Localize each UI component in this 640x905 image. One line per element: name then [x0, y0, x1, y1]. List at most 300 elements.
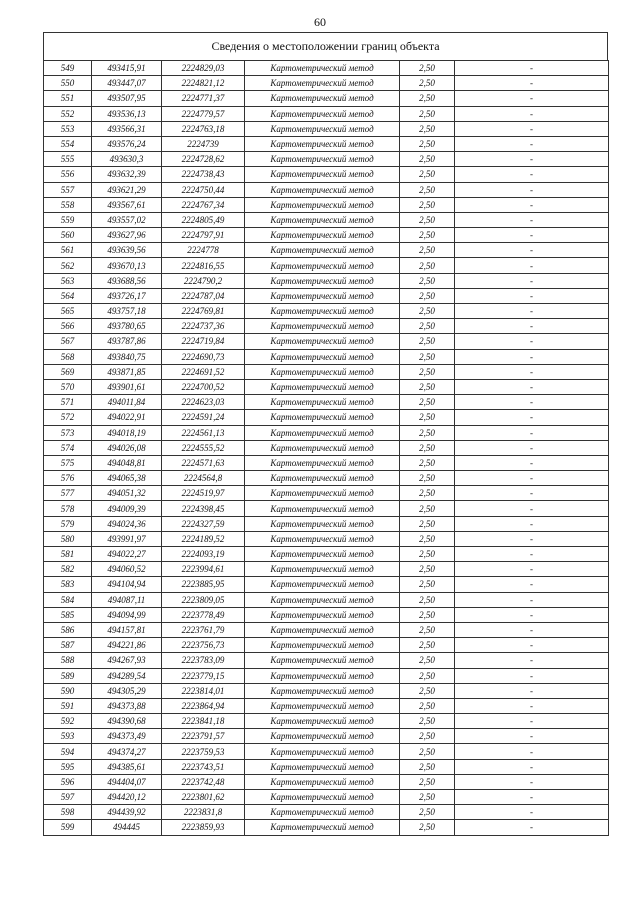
x-coordinate-cell: 494385,61 [92, 759, 162, 774]
precision-cell: 2,50 [400, 562, 455, 577]
y-coordinate-cell: 2224763,18 [162, 121, 245, 136]
description-cell: - [455, 759, 609, 774]
y-coordinate-cell: 2223864,94 [162, 698, 245, 713]
table-row [44, 653, 609, 668]
description-cell: - [455, 516, 609, 531]
description-cell: - [455, 790, 609, 805]
point-number-cell: 599 [44, 820, 92, 835]
table-row [44, 805, 609, 820]
precision-cell: 2,50 [400, 440, 455, 455]
point-number-cell: 554 [44, 136, 92, 151]
method-cell: Картометрический метод [245, 425, 400, 440]
x-coordinate-cell: 493901,61 [92, 379, 162, 394]
x-coordinate-cell: 493670,13 [92, 258, 162, 273]
table-row [44, 136, 609, 151]
description-cell: - [455, 228, 609, 243]
y-coordinate-cell: 2224398,45 [162, 501, 245, 516]
x-coordinate-cell: 494022,27 [92, 547, 162, 562]
precision-cell: 2,50 [400, 714, 455, 729]
x-coordinate-cell: 494420,12 [92, 790, 162, 805]
x-coordinate-cell: 494390,68 [92, 714, 162, 729]
y-coordinate-cell: 2224737,36 [162, 319, 245, 334]
precision-cell: 2,50 [400, 364, 455, 379]
table-row [44, 304, 609, 319]
point-number-cell: 591 [44, 698, 92, 713]
x-coordinate-cell: 493415,91 [92, 61, 162, 76]
x-coordinate-cell: 494445 [92, 820, 162, 835]
y-coordinate-cell: 2224719,84 [162, 334, 245, 349]
method-cell: Картометрический метод [245, 349, 400, 364]
precision-cell: 2,50 [400, 547, 455, 562]
description-cell: - [455, 167, 609, 182]
y-coordinate-cell: 2224769,81 [162, 304, 245, 319]
description-cell: - [455, 440, 609, 455]
precision-cell: 2,50 [400, 531, 455, 546]
point-number-cell: 549 [44, 61, 92, 76]
x-coordinate-cell: 494267,93 [92, 653, 162, 668]
point-number-cell: 588 [44, 653, 92, 668]
precision-cell: 2,50 [400, 121, 455, 136]
y-coordinate-cell: 2223814,01 [162, 683, 245, 698]
y-coordinate-cell: 2224327,59 [162, 516, 245, 531]
x-coordinate-cell: 493871,85 [92, 364, 162, 379]
method-cell: Картометрический метод [245, 304, 400, 319]
method-cell: Картометрический метод [245, 273, 400, 288]
method-cell: Картометрический метод [245, 91, 400, 106]
precision-cell: 2,50 [400, 486, 455, 501]
table-row [44, 395, 609, 410]
method-cell: Картометрический метод [245, 440, 400, 455]
y-coordinate-cell: 2223761,79 [162, 622, 245, 637]
y-coordinate-cell: 2223859,93 [162, 820, 245, 835]
method-cell: Картометрический метод [245, 607, 400, 622]
description-cell: - [455, 622, 609, 637]
method-cell: Картометрический метод [245, 61, 400, 76]
point-number-cell: 556 [44, 167, 92, 182]
method-cell: Картометрический метод [245, 547, 400, 562]
method-cell: Картометрический метод [245, 395, 400, 410]
table-row [44, 197, 609, 212]
precision-cell: 2,50 [400, 319, 455, 334]
x-coordinate-cell: 493621,29 [92, 182, 162, 197]
table-row [44, 668, 609, 683]
description-cell: - [455, 349, 609, 364]
point-number-cell: 594 [44, 744, 92, 759]
point-number-cell: 583 [44, 577, 92, 592]
description-cell: - [455, 61, 609, 76]
description-cell: - [455, 243, 609, 258]
y-coordinate-cell: 2224561,13 [162, 425, 245, 440]
point-number-cell: 557 [44, 182, 92, 197]
y-coordinate-cell: 2223783,09 [162, 653, 245, 668]
point-number-cell: 561 [44, 243, 92, 258]
x-coordinate-cell: 494289,54 [92, 668, 162, 683]
point-number-cell: 596 [44, 774, 92, 789]
description-cell: - [455, 121, 609, 136]
table-row [44, 288, 609, 303]
table-row [44, 471, 609, 486]
method-cell: Картометрический метод [245, 76, 400, 91]
table-row [44, 759, 609, 774]
point-number-cell: 574 [44, 440, 92, 455]
point-number-cell: 576 [44, 471, 92, 486]
x-coordinate-cell: 494104,94 [92, 577, 162, 592]
description-cell: - [455, 683, 609, 698]
point-number-cell: 597 [44, 790, 92, 805]
x-coordinate-cell: 493840,75 [92, 349, 162, 364]
x-coordinate-cell: 494048,81 [92, 455, 162, 470]
table-row [44, 410, 609, 425]
x-coordinate-cell: 494221,86 [92, 638, 162, 653]
x-coordinate-cell: 494018,19 [92, 425, 162, 440]
description-cell: - [455, 273, 609, 288]
x-coordinate-cell: 493566,31 [92, 121, 162, 136]
table-body [44, 61, 609, 836]
point-number-cell: 592 [44, 714, 92, 729]
x-coordinate-cell: 493632,39 [92, 167, 162, 182]
table-row [44, 91, 609, 106]
precision-cell: 2,50 [400, 455, 455, 470]
point-number-cell: 562 [44, 258, 92, 273]
point-number-cell: 582 [44, 562, 92, 577]
y-coordinate-cell: 2224816,55 [162, 258, 245, 273]
y-coordinate-cell: 2224571,63 [162, 455, 245, 470]
y-coordinate-cell: 2224771,37 [162, 91, 245, 106]
method-cell: Картометрический метод [245, 531, 400, 546]
description-cell: - [455, 76, 609, 91]
description-cell: - [455, 820, 609, 835]
description-cell: - [455, 106, 609, 121]
table-row [44, 698, 609, 713]
x-coordinate-cell: 494374,27 [92, 744, 162, 759]
point-number-cell: 572 [44, 410, 92, 425]
precision-cell: 2,50 [400, 349, 455, 364]
x-coordinate-cell: 494051,32 [92, 486, 162, 501]
method-cell: Картометрический метод [245, 486, 400, 501]
coordinates-table [43, 60, 609, 836]
table-row [44, 440, 609, 455]
point-number-cell: 587 [44, 638, 92, 653]
y-coordinate-cell: 2224555,52 [162, 440, 245, 455]
y-coordinate-cell: 2224767,34 [162, 197, 245, 212]
point-number-cell: 567 [44, 334, 92, 349]
method-cell: Картометрический метод [245, 319, 400, 334]
description-cell: - [455, 197, 609, 212]
table-row [44, 531, 609, 546]
description-cell: - [455, 638, 609, 653]
x-coordinate-cell: 493639,56 [92, 243, 162, 258]
method-cell: Картометрический метод [245, 455, 400, 470]
precision-cell: 2,50 [400, 167, 455, 182]
x-coordinate-cell: 494157,81 [92, 622, 162, 637]
precision-cell: 2,50 [400, 197, 455, 212]
y-coordinate-cell: 2223759,53 [162, 744, 245, 759]
y-coordinate-cell: 2223779,15 [162, 668, 245, 683]
table-row [44, 774, 609, 789]
x-coordinate-cell: 494087,11 [92, 592, 162, 607]
y-coordinate-cell: 2224564,8 [162, 471, 245, 486]
precision-cell: 2,50 [400, 228, 455, 243]
method-cell: Картометрический метод [245, 471, 400, 486]
point-number-cell: 558 [44, 197, 92, 212]
description-cell: - [455, 774, 609, 789]
description-cell: - [455, 547, 609, 562]
y-coordinate-cell: 2223742,48 [162, 774, 245, 789]
table-row [44, 638, 609, 653]
description-cell: - [455, 562, 609, 577]
x-coordinate-cell: 494065,38 [92, 471, 162, 486]
x-coordinate-cell: 493726,17 [92, 288, 162, 303]
point-number-cell: 593 [44, 729, 92, 744]
table-row [44, 820, 609, 835]
x-coordinate-cell: 493576,24 [92, 136, 162, 151]
table-row [44, 622, 609, 637]
method-cell: Картометрический метод [245, 516, 400, 531]
method-cell: Картометрический метод [245, 258, 400, 273]
x-coordinate-cell: 493557,02 [92, 212, 162, 227]
point-number-cell: 573 [44, 425, 92, 440]
y-coordinate-cell: 2223743,51 [162, 759, 245, 774]
method-cell: Картометрический метод [245, 410, 400, 425]
point-number-cell: 551 [44, 91, 92, 106]
method-cell: Картометрический метод [245, 562, 400, 577]
method-cell: Картометрический метод [245, 243, 400, 258]
x-coordinate-cell: 493507,95 [92, 91, 162, 106]
precision-cell: 2,50 [400, 592, 455, 607]
y-coordinate-cell: 2224750,44 [162, 182, 245, 197]
table-row [44, 592, 609, 607]
description-cell: - [455, 182, 609, 197]
x-coordinate-cell: 494060,52 [92, 562, 162, 577]
description-cell: - [455, 425, 609, 440]
point-number-cell: 559 [44, 212, 92, 227]
point-number-cell: 584 [44, 592, 92, 607]
description-cell: - [455, 714, 609, 729]
description-cell: - [455, 744, 609, 759]
precision-cell: 2,50 [400, 698, 455, 713]
description-cell: - [455, 395, 609, 410]
y-coordinate-cell: 2223994,61 [162, 562, 245, 577]
x-coordinate-cell: 494439,92 [92, 805, 162, 820]
method-cell: Картометрический метод [245, 167, 400, 182]
point-number-cell: 550 [44, 76, 92, 91]
y-coordinate-cell: 2224787,04 [162, 288, 245, 303]
table-row [44, 258, 609, 273]
y-coordinate-cell: 2224738,43 [162, 167, 245, 182]
precision-cell: 2,50 [400, 76, 455, 91]
description-cell: - [455, 91, 609, 106]
table-row [44, 547, 609, 562]
x-coordinate-cell: 493567,61 [92, 197, 162, 212]
x-coordinate-cell: 494373,49 [92, 729, 162, 744]
y-coordinate-cell: 2224790,2 [162, 273, 245, 288]
precision-cell: 2,50 [400, 61, 455, 76]
method-cell: Картометрический метод [245, 152, 400, 167]
description-cell: - [455, 288, 609, 303]
precision-cell: 2,50 [400, 136, 455, 151]
table-row [44, 425, 609, 440]
method-cell: Картометрический метод [245, 136, 400, 151]
precision-cell: 2,50 [400, 805, 455, 820]
y-coordinate-cell: 2224700,52 [162, 379, 245, 394]
y-coordinate-cell: 2223885,95 [162, 577, 245, 592]
point-number-cell: 577 [44, 486, 92, 501]
precision-cell: 2,50 [400, 334, 455, 349]
point-number-cell: 553 [44, 121, 92, 136]
table-row [44, 334, 609, 349]
table-row [44, 379, 609, 394]
point-number-cell: 564 [44, 288, 92, 303]
precision-cell: 2,50 [400, 304, 455, 319]
table-row [44, 562, 609, 577]
precision-cell: 2,50 [400, 288, 455, 303]
method-cell: Картометрический метод [245, 182, 400, 197]
precision-cell: 2,50 [400, 379, 455, 394]
method-cell: Картометрический метод [245, 592, 400, 607]
x-coordinate-cell: 494373,88 [92, 698, 162, 713]
y-coordinate-cell: 2224591,24 [162, 410, 245, 425]
table-row [44, 744, 609, 759]
table-row [44, 729, 609, 744]
x-coordinate-cell: 494009,39 [92, 501, 162, 516]
description-cell: - [455, 668, 609, 683]
description-cell: - [455, 577, 609, 592]
precision-cell: 2,50 [400, 683, 455, 698]
x-coordinate-cell: 493630,3 [92, 152, 162, 167]
description-cell: - [455, 136, 609, 151]
y-coordinate-cell: 2223791,57 [162, 729, 245, 744]
point-number-cell: 552 [44, 106, 92, 121]
x-coordinate-cell: 494011,84 [92, 395, 162, 410]
precision-cell: 2,50 [400, 729, 455, 744]
description-cell: - [455, 304, 609, 319]
y-coordinate-cell: 2224779,57 [162, 106, 245, 121]
table-row [44, 167, 609, 182]
precision-cell: 2,50 [400, 471, 455, 486]
description-cell: - [455, 698, 609, 713]
method-cell: Картометрический метод [245, 714, 400, 729]
x-coordinate-cell: 494024,36 [92, 516, 162, 531]
table-row [44, 121, 609, 136]
y-coordinate-cell: 2224829,03 [162, 61, 245, 76]
y-coordinate-cell: 2223841,18 [162, 714, 245, 729]
point-number-cell: 555 [44, 152, 92, 167]
method-cell: Картометрический метод [245, 501, 400, 516]
y-coordinate-cell: 2223756,73 [162, 638, 245, 653]
x-coordinate-cell: 494305,29 [92, 683, 162, 698]
y-coordinate-cell: 2224821,12 [162, 76, 245, 91]
table-row [44, 364, 609, 379]
method-cell: Картометрический метод [245, 698, 400, 713]
table-row [44, 76, 609, 91]
description-cell: - [455, 531, 609, 546]
point-number-cell: 565 [44, 304, 92, 319]
table-row [44, 106, 609, 121]
point-number-cell: 590 [44, 683, 92, 698]
point-number-cell: 580 [44, 531, 92, 546]
y-coordinate-cell: 2223809,05 [162, 592, 245, 607]
table-row [44, 683, 609, 698]
method-cell: Картометрический метод [245, 638, 400, 653]
method-cell: Картометрический метод [245, 334, 400, 349]
table-row [44, 516, 609, 531]
y-coordinate-cell: 2223778,49 [162, 607, 245, 622]
precision-cell: 2,50 [400, 425, 455, 440]
point-number-cell: 589 [44, 668, 92, 683]
precision-cell: 2,50 [400, 790, 455, 805]
y-coordinate-cell: 2224189,52 [162, 531, 245, 546]
description-cell: - [455, 258, 609, 273]
x-coordinate-cell: 493787,86 [92, 334, 162, 349]
table-title: Сведения о местоположении границ объекта [43, 32, 608, 60]
method-cell: Картометрический метод [245, 379, 400, 394]
x-coordinate-cell: 493780,65 [92, 319, 162, 334]
description-cell: - [455, 592, 609, 607]
precision-cell: 2,50 [400, 258, 455, 273]
method-cell: Картометрический метод [245, 212, 400, 227]
y-coordinate-cell: 2224739 [162, 136, 245, 151]
method-cell: Картометрический метод [245, 790, 400, 805]
x-coordinate-cell: 494022,91 [92, 410, 162, 425]
point-number-cell: 569 [44, 364, 92, 379]
x-coordinate-cell: 493627,96 [92, 228, 162, 243]
description-cell: - [455, 805, 609, 820]
point-number-cell: 563 [44, 273, 92, 288]
precision-cell: 2,50 [400, 820, 455, 835]
precision-cell: 2,50 [400, 622, 455, 637]
table-row [44, 319, 609, 334]
point-number-cell: 579 [44, 516, 92, 531]
method-cell: Картометрический метод [245, 622, 400, 637]
description-cell: - [455, 364, 609, 379]
method-cell: Картометрический метод [245, 744, 400, 759]
precision-cell: 2,50 [400, 744, 455, 759]
precision-cell: 2,50 [400, 668, 455, 683]
table-row [44, 273, 609, 288]
method-cell: Картометрический метод [245, 653, 400, 668]
point-number-cell: 575 [44, 455, 92, 470]
table-row [44, 228, 609, 243]
table-row [44, 501, 609, 516]
y-coordinate-cell: 2224691,52 [162, 364, 245, 379]
description-cell: - [455, 152, 609, 167]
table-row [44, 790, 609, 805]
page-number: 60 [314, 15, 326, 29]
y-coordinate-cell: 2223801,62 [162, 790, 245, 805]
method-cell: Картометрический метод [245, 197, 400, 212]
method-cell: Картометрический метод [245, 106, 400, 121]
precision-cell: 2,50 [400, 91, 455, 106]
description-cell: - [455, 486, 609, 501]
point-number-cell: 585 [44, 607, 92, 622]
precision-cell: 2,50 [400, 273, 455, 288]
description-cell: - [455, 410, 609, 425]
table-row [44, 212, 609, 227]
y-coordinate-cell: 2224728,62 [162, 152, 245, 167]
method-cell: Картометрический метод [245, 364, 400, 379]
precision-cell: 2,50 [400, 395, 455, 410]
x-coordinate-cell: 493536,13 [92, 106, 162, 121]
table-row [44, 577, 609, 592]
description-cell: - [455, 334, 609, 349]
table-row [44, 349, 609, 364]
precision-cell: 2,50 [400, 607, 455, 622]
description-cell: - [455, 455, 609, 470]
table-row [44, 486, 609, 501]
x-coordinate-cell: 494026,08 [92, 440, 162, 455]
description-cell: - [455, 471, 609, 486]
table-row [44, 714, 609, 729]
